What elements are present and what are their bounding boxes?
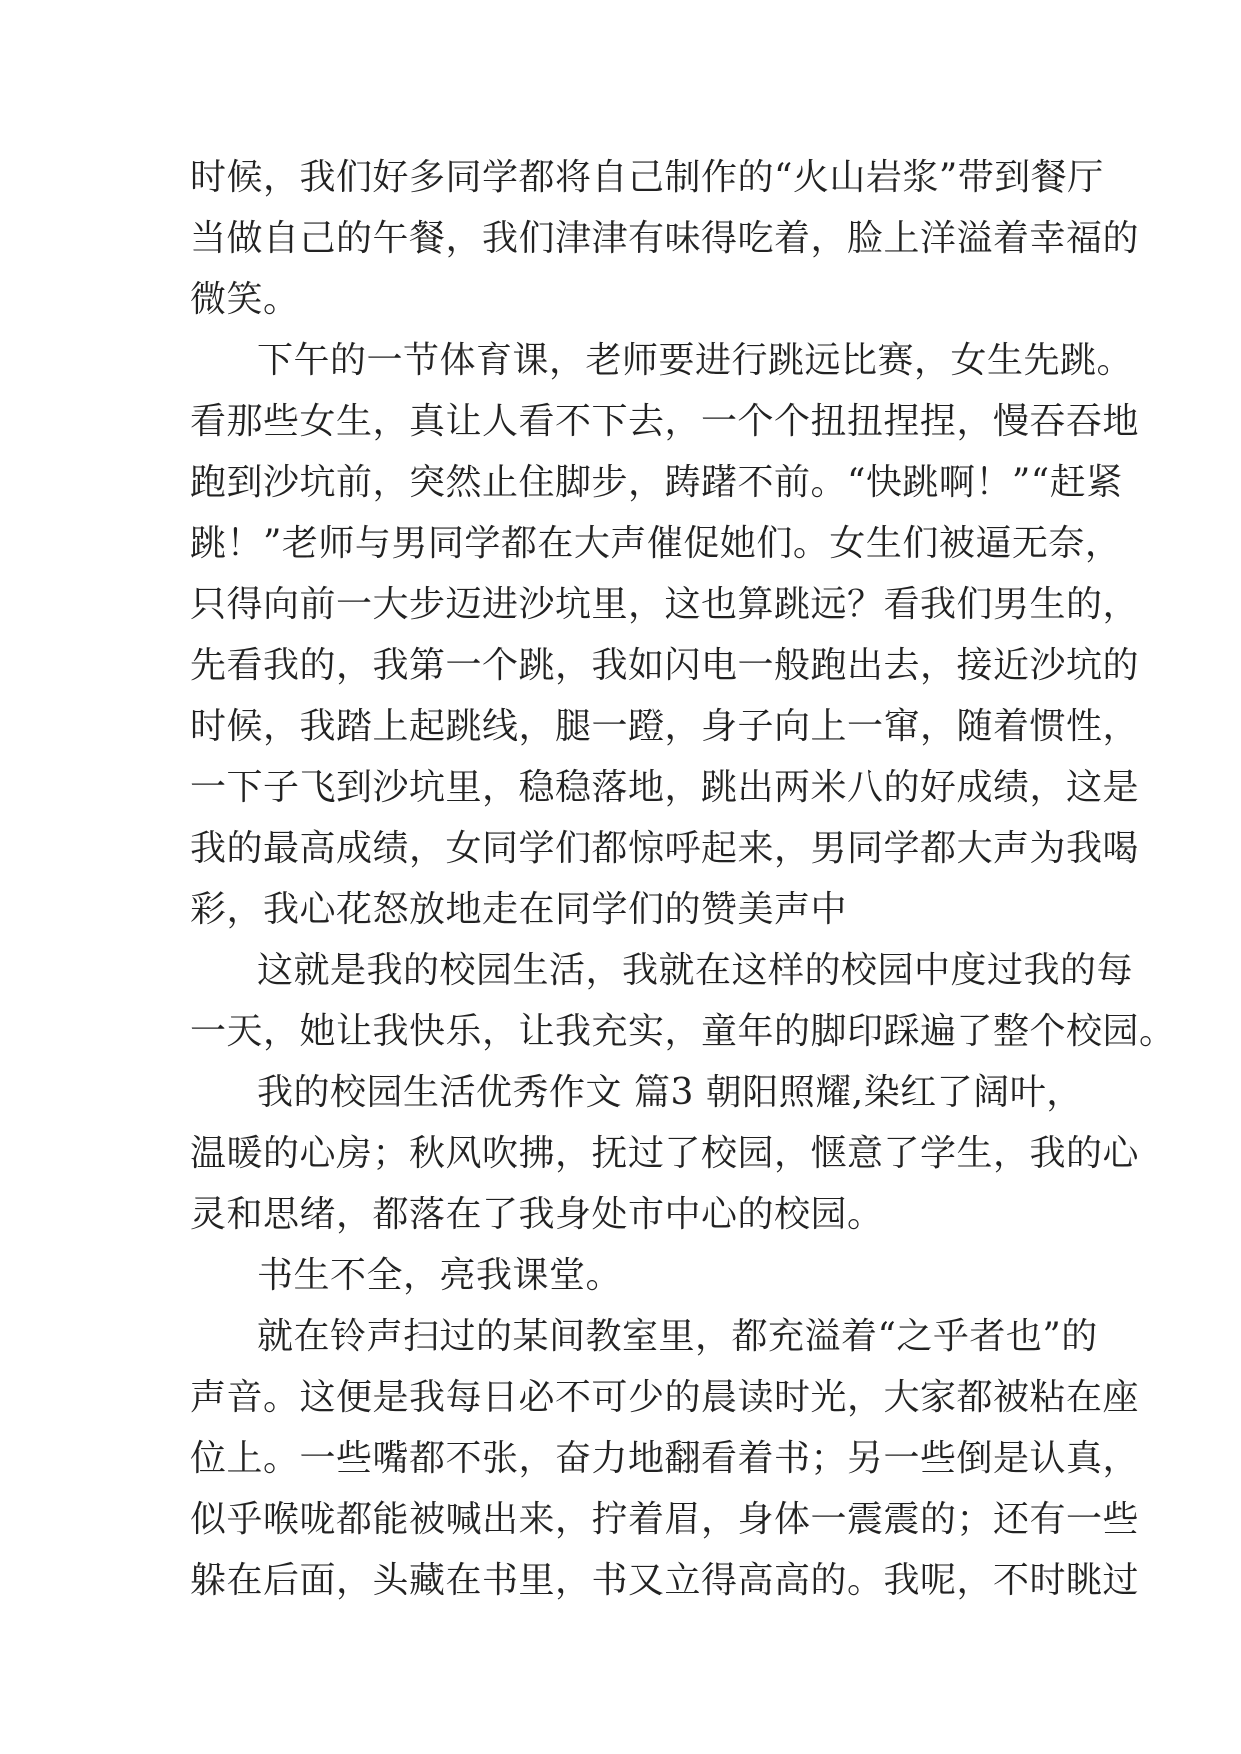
text-line: 当做自己的午餐，我们津津有味得吃着，脸上洋溢着幸福的 xyxy=(190,218,1140,259)
text-line: 我的最高成绩，女同学们都惊呼起来，男同学都大声为我喝 xyxy=(190,828,1140,869)
text-line: 时候，我踏上起跳线，腿一蹬，身子向上一窜，随着惯性， xyxy=(190,706,1140,747)
text-line: 彩，我心花怒放地走在同学们的赞美声中 xyxy=(190,889,848,930)
text-line-paragraph-start: 就在铃声扫过的某间教室里，都充溢着“之乎者也”的 xyxy=(257,1316,1098,1357)
text-line: 声音。这便是我每日必不可少的晨读时光，大家都被粘在座 xyxy=(190,1377,1140,1418)
text-line: 灵和思绪，都落在了我身处市中心的校园。 xyxy=(190,1194,884,1235)
text-line: 先看我的，我第一个跳，我如闪电一般跑出去，接近沙坑的 xyxy=(190,645,1140,686)
text-line: 似乎喉咙都能被喊出来，拧着眉，身体一震震的；还有一些 xyxy=(190,1499,1140,1540)
text-line: 躲在后面，头藏在书里，书又立得高高的。我呢，不时眺过 xyxy=(190,1560,1140,1601)
text-line: 时候，我们好多同学都将自己制作的“火山岩浆”带到餐厅 xyxy=(190,157,1104,198)
text-line: 一天，她让我快乐，让我充实，童年的脚印踩遍了整个校园。 xyxy=(190,1011,1176,1052)
text-line: 跑到沙坑前，突然止住脚步，踌躇不前。“快跳啊！”“赶紧 xyxy=(190,462,1123,503)
text-line: 微笑。 xyxy=(190,279,300,320)
text-line: 一下子飞到沙坑里，稳稳落地，跳出两米八的好成绩，这是 xyxy=(190,767,1140,808)
text-line-paragraph-start: 我的校园生活优秀作文 篇3 朝阳照耀,染红了阔叶， xyxy=(257,1072,1083,1113)
text-line-paragraph-start: 下午的一节体育课，老师要进行跳远比赛，女生先跳。 xyxy=(257,340,1134,381)
text-line: 看那些女生，真让人看不下去，一个个扭扭捏捏，慢吞吞地 xyxy=(190,401,1140,442)
text-line: 温暖的心房；秋风吹拂，抚过了校园，惬意了学生，我的心 xyxy=(190,1133,1140,1174)
text-line: 跳！”老师与男同学都在大声催促她们。女生们被逼无奈， xyxy=(190,523,1122,564)
text-line: 只得向前一大步迈进沙坑里，这也算跳远？看我们男生的， xyxy=(190,584,1140,625)
text-line-paragraph-start: 这就是我的校园生活，我就在这样的校园中度过我的每 xyxy=(257,950,1134,991)
text-line-paragraph-start: 书生不全，亮我课堂。 xyxy=(257,1255,623,1296)
text-line: 位上。一些嘴都不张，奋力地翻看着书；另一些倒是认真， xyxy=(190,1438,1140,1479)
